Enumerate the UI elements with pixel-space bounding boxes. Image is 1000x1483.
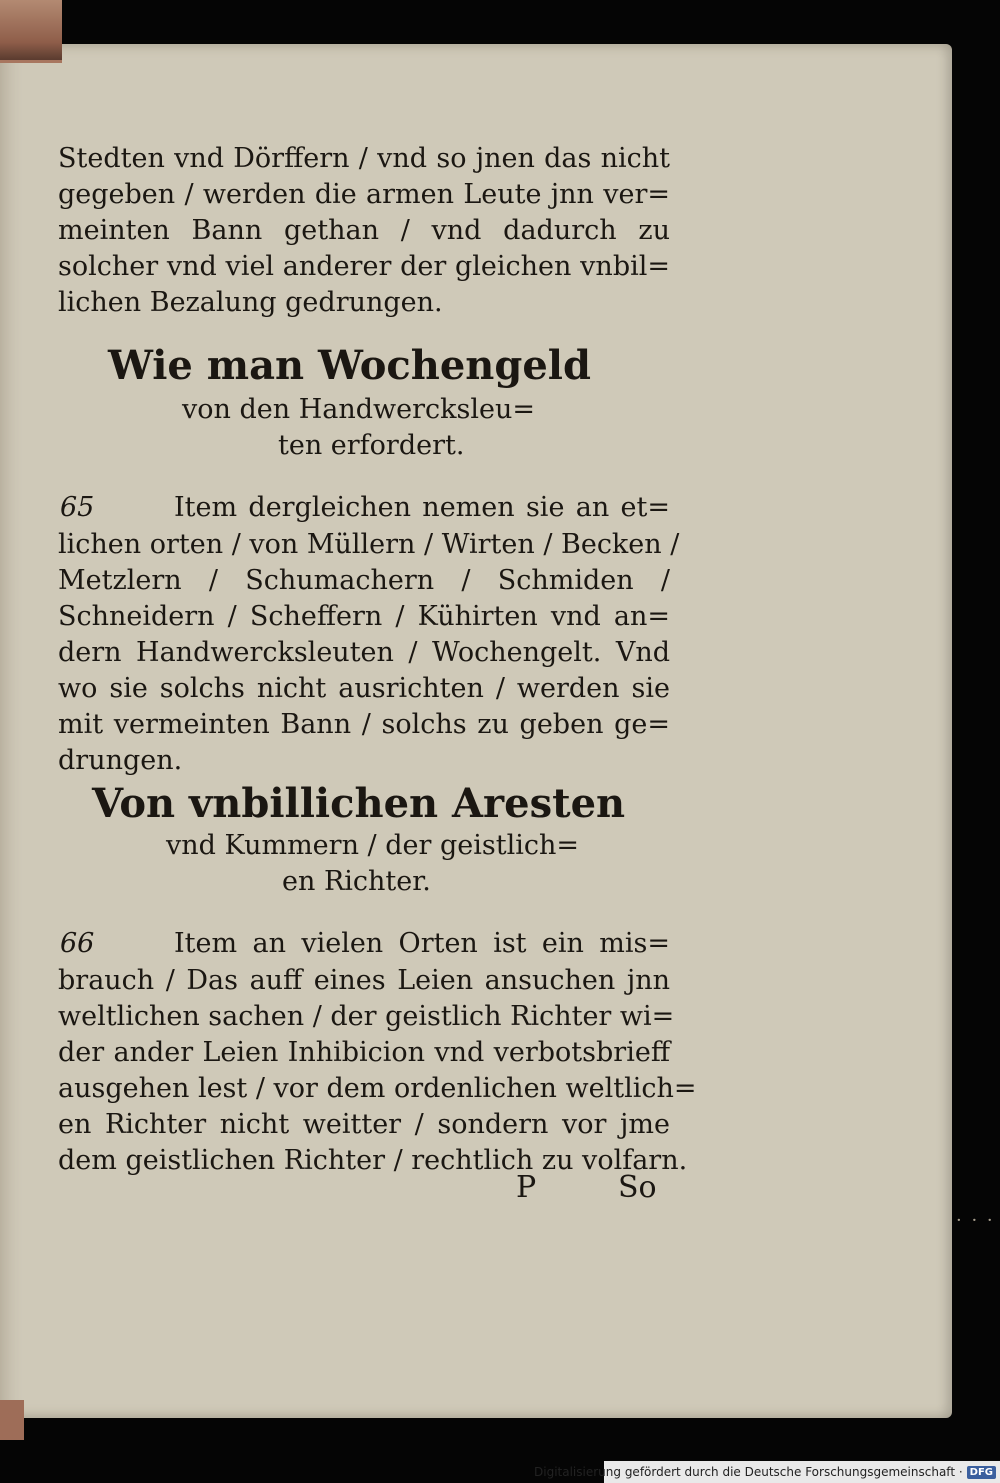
text-line: en Richter nicht weitter / sondern vor jme <box>58 1109 670 1140</box>
text-line: gegeben / werden die armen Leute jnn ver= <box>58 179 670 210</box>
text-line: dern Handwercksleuten / Wochengelt. Vnd <box>58 637 670 668</box>
book-spine-bottom <box>0 1400 24 1440</box>
text-line: lichen orten / von Müllern / Wirten / Becken / <box>58 529 680 560</box>
text-line: lichen Bezalung gedrungen. <box>58 287 443 318</box>
text-line: meinten Bann gethan / vnd dadurch zu <box>58 215 670 246</box>
text-line: Metzlern / Schumachern / Schmiden / <box>58 565 670 596</box>
section-heading: Wie man Wochengeld <box>108 342 591 389</box>
signature-mark: P <box>516 1170 537 1205</box>
text-line: Stedten vnd Dörffern / vnd so jnen das nicht <box>58 143 670 174</box>
section-subheading: ten erfordert. <box>278 430 465 461</box>
text-line: solcher vnd viel anderer der gleichen vnbil= <box>58 251 670 282</box>
text-line: brauch / Das auff eines Leien ansuchen jnn <box>58 965 670 996</box>
text-line: dem geistlichen Richter / rechtlich zu volfarn. <box>58 1145 688 1176</box>
footer-bar <box>534 1461 1000 1483</box>
text-line: Schneidern / Scheffern / Kühirten vnd an= <box>58 601 670 632</box>
book-page <box>0 44 952 1418</box>
footer-credit: Digitalisierung gefördert durch die Deutsche Forschungsgemeinschaft · <box>534 1465 963 1479</box>
book-spine-edge <box>0 0 62 63</box>
text-line: der ander Leien Inhibicion vnd verbotsbrieff <box>58 1037 670 1068</box>
text-line: Item dergleichen nemen sie an et= <box>174 492 670 523</box>
catchword: So <box>618 1170 657 1205</box>
dfg-logo-icon: DFG <box>967 1466 996 1479</box>
text-line: wo sie solchs nicht ausrichten / werden sie <box>58 673 670 704</box>
text-line: weltlichen sachen / der geistlich Richter wi= <box>58 1001 675 1032</box>
text-line: Item an vielen Orten ist ein mis= <box>174 928 670 959</box>
paragraph-number: 66 <box>60 928 95 959</box>
scan-artifact: · · · <box>956 1210 995 1231</box>
section-subheading: von den Handwercksleu= <box>182 394 535 425</box>
section-subheading: vnd Kummern / der geistlich= <box>166 830 579 861</box>
text-line: mit vermeinten Bann / solchs zu geben ge= <box>58 709 670 740</box>
text-line: drungen. <box>58 745 183 776</box>
section-subheading: en Richter. <box>282 866 431 897</box>
section-heading: Von vnbillichen Aresten <box>92 780 626 827</box>
text-line: ausgehen lest / vor dem ordenlichen weltlich= <box>58 1073 697 1104</box>
paragraph-number: 65 <box>60 492 95 523</box>
